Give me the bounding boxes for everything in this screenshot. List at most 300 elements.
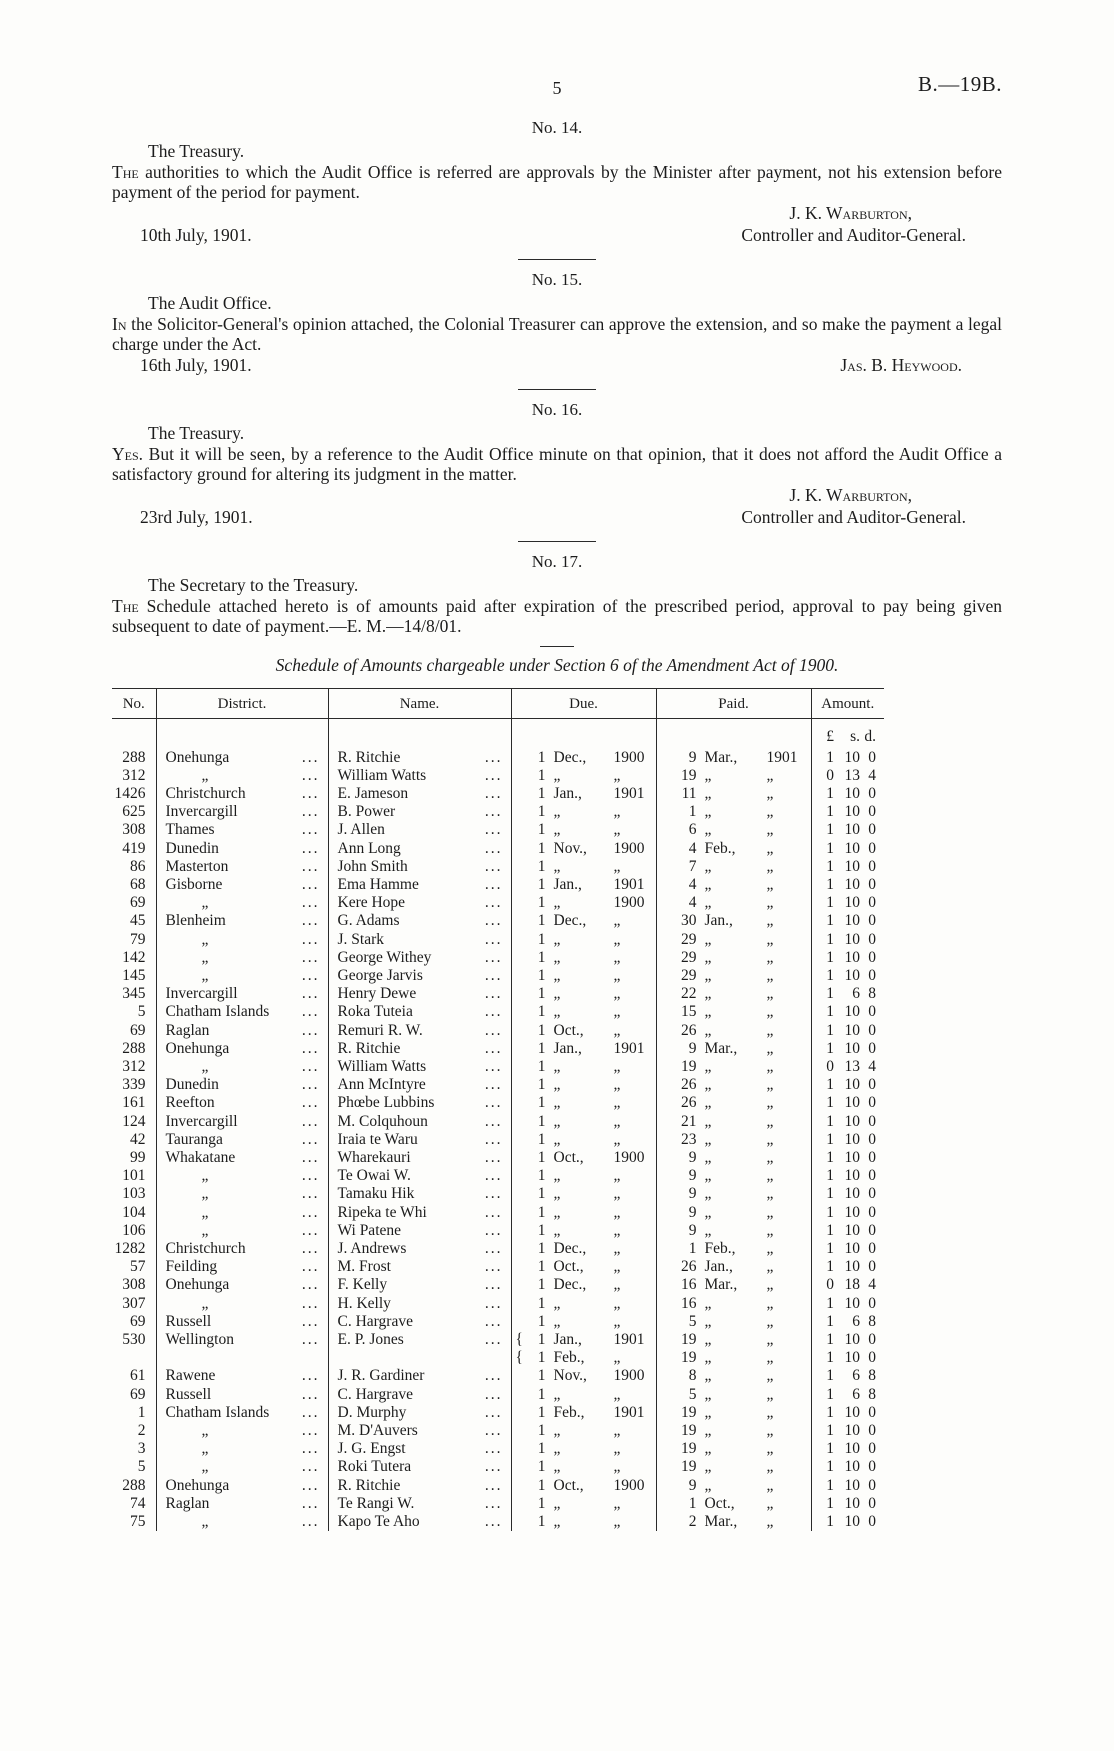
cell-paid: 16 Mar., „ [656, 1276, 811, 1294]
leader-dots: ... [301, 930, 320, 948]
memo-date: 10th July, 1901. [140, 225, 252, 245]
cell-due: 1 „ „ [511, 1513, 656, 1531]
leader-dots: ... [301, 894, 320, 912]
memo-body-text: But it will be seen, by a reference to the Audit Office minute on that opinion, that it does not afford the Audit Office a satisfactory ground for altering its judgment in the matter. [112, 444, 1003, 484]
cell-due: 1 Oct., „ [511, 1022, 656, 1040]
cell-paid: 19 „ „ [656, 1422, 811, 1440]
memo-date: 16th July, 1901. [140, 355, 252, 375]
cell-amount: 1 10 0 [811, 1204, 884, 1222]
cell-district: Russell ... [156, 1313, 328, 1331]
leader-dots: ... [301, 1385, 320, 1403]
cell-no: 106 [122, 1221, 146, 1239]
table-row [112, 1477, 884, 1495]
memo-lead-word: The [112, 162, 139, 182]
cell-amount: 1 10 0 [811, 967, 884, 985]
table-row [112, 1149, 884, 1167]
page-number: 5 [552, 78, 562, 98]
cell-name: Ann Long ... [328, 840, 511, 858]
cell-no: 308 [122, 1276, 146, 1294]
leader-dots: ... [484, 803, 503, 821]
cell-due: 1 „ „ [511, 1422, 656, 1440]
cell-no: 288 [122, 1039, 146, 1057]
cell-due: 1 „ „ [511, 931, 656, 949]
cell-no: 419 [122, 839, 146, 857]
cell-due: 1 „ „ [511, 1094, 656, 1112]
cell-due: 1 „ „ [511, 949, 656, 967]
table-row [112, 1040, 884, 1058]
cell-name: Wi Patene ... [328, 1222, 511, 1240]
cell-no [112, 1349, 156, 1367]
memo-body-text: the Solicitor-General's opinion attached, the Colonial Treasurer can approve the extension, and so make the payment a legal charge under the Act. [112, 314, 1002, 354]
leader-dots: ... [301, 1494, 320, 1512]
cell-district: „ ... [156, 931, 328, 949]
table-row [112, 1022, 884, 1040]
cell-paid: 9 „ „ [656, 1149, 811, 1167]
leader-dots: ... [301, 1294, 320, 1312]
table-row [112, 1331, 884, 1349]
cell-amount: 1 10 0 [811, 1222, 884, 1240]
section-divider [518, 541, 596, 542]
cell-district: Onehunga ... [156, 1477, 328, 1495]
cell-paid: 4 „ „ [656, 876, 811, 894]
cell-district: Gisborne ... [156, 876, 328, 894]
cell-no: 69 [130, 1385, 146, 1403]
cell-name: J. Andrews ... [328, 1240, 511, 1258]
leader-dots: ... [484, 1367, 503, 1385]
table-row [112, 1458, 884, 1476]
leader-dots: ... [484, 1057, 503, 1075]
header-row [112, 689, 884, 719]
cell-amount: 1 10 0 [811, 1022, 884, 1040]
leader-dots: ... [301, 1476, 320, 1494]
cell-no: 345 [122, 985, 146, 1003]
cell-amount: 1 6 8 [811, 1313, 884, 1331]
cell-district: „ ... [156, 949, 328, 967]
leader-dots: ... [301, 1367, 320, 1385]
cell-district: Onehunga ... [156, 1276, 328, 1294]
table-row [112, 858, 884, 876]
leader-dots: ... [301, 948, 320, 966]
table-row [112, 1404, 884, 1422]
cell-name: Remuri R. W. ... [328, 1022, 511, 1040]
cell-paid: 9 „ „ [656, 1185, 811, 1203]
cell-due: 1 Oct., 1900 [511, 1477, 656, 1495]
leader-dots: ... [301, 766, 320, 784]
cell-no: 312 [122, 766, 146, 784]
cell-no: 2 [137, 1422, 146, 1440]
col-header-name: Name. [328, 689, 511, 719]
cell-amount: 1 10 0 [811, 949, 884, 967]
leader-dots: ... [301, 1276, 320, 1294]
leader-dots: ... [484, 875, 503, 893]
cell-paid: 15 „ „ [656, 1003, 811, 1021]
cell-paid: 4 „ „ [656, 894, 811, 912]
cell-amount: 1 10 0 [811, 1258, 884, 1276]
cell-no: 145 [122, 966, 146, 984]
cell-amount: 1 10 0 [811, 1094, 884, 1112]
cell-due: 1 „ „ [511, 1495, 656, 1513]
cell-due: 1 Oct., 1900 [511, 1149, 656, 1167]
cell-due: 1 Nov., 1900 [511, 1367, 656, 1385]
signature-title: Controller and Auditor-General. [741, 507, 966, 527]
cell-district: Christchurch ... [156, 785, 328, 803]
leader-dots: ... [484, 1221, 503, 1239]
cell-paid: 26 „ „ [656, 1076, 811, 1094]
leader-dots: ... [301, 1331, 320, 1348]
cell-paid: 8 „ „ [656, 1367, 811, 1385]
brace-mark: { [515, 1331, 523, 1348]
leader-dots: ... [301, 1039, 320, 1057]
cell-no: 5 [137, 1003, 146, 1021]
cell-district: „ ... [156, 1058, 328, 1076]
memo-heading: No. 17. [531, 552, 583, 571]
cell-amount: 1 10 0 [811, 1076, 884, 1094]
cell-paid: 26 Jan., „ [656, 1258, 811, 1276]
leader-dots: ... [484, 1440, 503, 1458]
cell-paid: 1 Feb., „ [656, 1240, 811, 1258]
cell-no: 79 [130, 930, 146, 948]
leader-dots: ... [484, 821, 503, 839]
cell-name: Kapo Te Aho ... [328, 1513, 511, 1531]
leader-dots: ... [484, 839, 503, 857]
leader-dots: ... [301, 1148, 320, 1166]
leader-dots: ... [301, 1021, 320, 1039]
table-row [112, 1440, 884, 1458]
table-row [112, 1113, 884, 1131]
leader-dots: ... [484, 1294, 503, 1312]
cell-amount: 1 10 0 [811, 749, 884, 767]
cell-name: Roka Tuteia ... [328, 1003, 511, 1021]
leader-dots: ... [301, 1458, 320, 1476]
table-row [112, 1222, 884, 1240]
cell-no: 1426 [114, 784, 146, 802]
cell-no: 288 [122, 748, 146, 766]
leader-dots: ... [301, 1057, 320, 1075]
leader-dots: ... [484, 1513, 503, 1531]
currency-units: £ s. d. [811, 719, 884, 749]
table-row [112, 1076, 884, 1094]
cell-district: „ ... [156, 1295, 328, 1313]
leader-dots: ... [484, 1403, 503, 1421]
cell-amount: 1 10 0 [811, 1404, 884, 1422]
leader-dots: ... [484, 1458, 503, 1476]
cell-amount: 1 10 0 [811, 876, 884, 894]
cell-paid: 9 „ „ [656, 1477, 811, 1495]
cell-paid: 5 „ „ [656, 1386, 811, 1404]
leader-dots: ... [484, 1276, 503, 1294]
cell-district: Chatham Islands ... [156, 1003, 328, 1021]
cell-due: 1 Dec., „ [511, 1276, 656, 1294]
leader-dots: ... [301, 1167, 320, 1185]
leader-dots: ... [301, 1403, 320, 1421]
table-row [112, 1495, 884, 1513]
signature-name: J. K. Warburton, [789, 203, 912, 223]
cell-due: 1 „ „ [511, 1295, 656, 1313]
cell-name: Ripeka te Whi ... [328, 1204, 511, 1222]
cell-no: 530 [122, 1331, 146, 1348]
cell-due: 1 „ „ [511, 967, 656, 985]
cell-amount: 1 6 8 [811, 1367, 884, 1385]
cell-due: 1 „ „ [511, 1076, 656, 1094]
cell-no: 124 [122, 1112, 146, 1130]
memo-addressee: The Treasury. [148, 141, 245, 161]
memo-body [112, 315, 1002, 354]
table-row [112, 785, 884, 803]
signature-title: Controller and Auditor-General. [741, 225, 966, 245]
cell-district: Raglan ... [156, 1495, 328, 1513]
cell-due: 1 Dec., 1900 [511, 749, 656, 767]
cell-district: Onehunga ... [156, 749, 328, 767]
cell-no: 57 [130, 1258, 146, 1276]
cell-due: 1 „ „ [511, 821, 656, 839]
leader-dots: ... [484, 894, 503, 912]
leader-dots: ... [301, 1513, 320, 1531]
cell-name: M. Colquhoun ... [328, 1113, 511, 1131]
cell-due: 1 „ „ [511, 1003, 656, 1021]
memo-14 [112, 118, 1002, 246]
leader-dots: ... [484, 948, 503, 966]
cell-paid: 1 „ „ [656, 803, 811, 821]
cell-due: { 1 Feb., „ [511, 1349, 656, 1367]
cell-name: Ann McIntyre ... [328, 1076, 511, 1094]
cell-name: Te Owai W. ... [328, 1167, 511, 1185]
leader-dots: ... [301, 1258, 320, 1276]
cell-district: „ ... [156, 1440, 328, 1458]
table-row [112, 967, 884, 985]
cell-no: 103 [122, 1185, 146, 1203]
cell-no: 86 [130, 857, 146, 875]
col-header-paid: Paid. [656, 689, 811, 719]
memo-body-text: Schedule attached hereto is of amounts paid after expiration of the prescribed period, approval to pay being given subsequent to date of payment.—E. M.—14/8/01. [112, 596, 1002, 636]
cell-name: F. Kelly ... [328, 1276, 511, 1294]
col-header-due: Due. [511, 689, 656, 719]
cell-name: William Watts ... [328, 1058, 511, 1076]
cell-paid: 26 „ „ [656, 1094, 811, 1112]
cell-paid: 26 „ „ [656, 1022, 811, 1040]
leader-dots: ... [484, 985, 503, 1003]
cell-due: 1 Dec., „ [511, 912, 656, 930]
cell-amount: 1 10 0 [811, 821, 884, 839]
leader-dots: ... [301, 1221, 320, 1239]
memo-body [112, 163, 1002, 202]
table-row [112, 931, 884, 949]
cell-district: „ ... [156, 1422, 328, 1440]
cell-name: Henry Dewe ... [328, 985, 511, 1003]
leader-dots: ... [484, 784, 503, 802]
cell-due: { 1 Jan., 1901 [511, 1331, 656, 1349]
table-row [112, 1258, 884, 1276]
memo-15 [112, 270, 1002, 376]
cell-name: Iraia te Waru ... [328, 1131, 511, 1149]
cell-due: 1 Nov., 1900 [511, 840, 656, 858]
cell-district: Dunedin ... [156, 1076, 328, 1094]
cell-due: 1 „ „ [511, 985, 656, 1003]
memo-date: 23rd July, 1901. [140, 507, 253, 527]
cell-no: 42 [130, 1130, 146, 1148]
col-header-district: District. [156, 689, 328, 719]
cell-due: 1 „ „ [511, 1113, 656, 1131]
cell-no: 1282 [114, 1239, 146, 1257]
cell-due: 1 „ „ [511, 1167, 656, 1185]
cell-amount: 1 10 0 [811, 858, 884, 876]
cell-district [156, 1349, 328, 1367]
cell-no: 69 [130, 1312, 146, 1330]
cell-amount: 1 10 0 [811, 1477, 884, 1495]
cell-no: 142 [122, 948, 146, 966]
cell-due: 1 „ „ [511, 767, 656, 785]
cell-due: 1 „ „ [511, 1058, 656, 1076]
schedule-table [112, 688, 884, 1531]
cell-paid: 29 „ „ [656, 967, 811, 985]
leader-dots: ... [301, 985, 320, 1003]
col-header-amount: Amount. [811, 689, 884, 719]
cell-due: 1 „ „ [511, 1204, 656, 1222]
cell-amount: 1 10 0 [811, 931, 884, 949]
cell-amount: 1 10 0 [811, 1295, 884, 1313]
cell-no: 101 [122, 1167, 146, 1185]
cell-district: „ ... [156, 894, 328, 912]
leader-dots: ... [301, 1003, 320, 1021]
leader-dots: ... [484, 1203, 503, 1221]
cell-due: 1 „ „ [511, 803, 656, 821]
leader-dots: ... [484, 1039, 503, 1057]
cell-paid: 19 „ „ [656, 767, 811, 785]
section-divider [540, 646, 574, 647]
leader-dots: ... [484, 766, 503, 784]
cell-paid: 16 „ „ [656, 1295, 811, 1313]
brace-mark: { [515, 1349, 523, 1367]
cell-amount: 1 10 0 [811, 1113, 884, 1131]
cell-district: Reefton ... [156, 1094, 328, 1112]
cell-paid: 9 Mar., „ [656, 1040, 811, 1058]
cell-due: 1 „ 1900 [511, 894, 656, 912]
cell-paid: 21 „ „ [656, 1113, 811, 1131]
leader-dots: ... [484, 1385, 503, 1403]
cell-paid: 19 „ „ [656, 1458, 811, 1476]
cell-no: 5 [137, 1458, 146, 1476]
cell-due: 1 Dec., „ [511, 1240, 656, 1258]
signature-row [112, 225, 1002, 246]
cell-district: Christchurch ... [156, 1240, 328, 1258]
memo-addressee: The Audit Office. [148, 293, 272, 313]
cell-due: 1 Jan., 1901 [511, 785, 656, 803]
memo-17 [112, 552, 1002, 636]
cell-no: 625 [122, 803, 146, 821]
cell-due: 1 „ „ [511, 858, 656, 876]
cell-district: Chatham Islands ... [156, 1404, 328, 1422]
cell-name [328, 1349, 511, 1367]
cell-paid: 9 Mar., 1901 [656, 749, 811, 767]
table-row [112, 1367, 884, 1385]
cell-due: 1 „ „ [511, 1386, 656, 1404]
cell-name: E. P. Jones ... [328, 1331, 511, 1349]
cell-district: Feilding ... [156, 1258, 328, 1276]
cell-paid: 1 Oct., „ [656, 1495, 811, 1513]
cell-amount: 1 10 0 [811, 785, 884, 803]
cell-due: 1 „ „ [511, 1458, 656, 1476]
memo-body-text: authorities to which the Audit Office is referred are approvals by the Minister after payment, not his extension before payment of the period for payment. [112, 162, 1002, 202]
leader-dots: ... [301, 857, 320, 875]
leader-dots: ... [484, 1185, 503, 1203]
cell-amount: 1 10 0 [811, 1185, 884, 1203]
cell-name: J. Allen ... [328, 821, 511, 839]
memo-body [112, 445, 1002, 484]
cell-paid: 19 „ „ [656, 1058, 811, 1076]
table-row [112, 749, 884, 767]
cell-name: E. Jameson ... [328, 785, 511, 803]
cell-no: 339 [122, 1076, 146, 1094]
memo-lead-word: Yes. [112, 444, 144, 464]
cell-amount: 1 10 0 [811, 1495, 884, 1513]
cell-name: Roki Tutera ... [328, 1458, 511, 1476]
cell-no: 312 [122, 1057, 146, 1075]
memo-lead-word: The [112, 596, 139, 616]
memo-addressee: The Secretary to the Treasury. [148, 575, 359, 595]
col-header-no: No. [112, 689, 156, 719]
cell-no: 1 [137, 1403, 146, 1421]
cell-due: 1 „ „ [511, 1440, 656, 1458]
cell-amount: 1 10 0 [811, 894, 884, 912]
cell-due: 1 Jan., 1901 [511, 1040, 656, 1058]
cell-no: 74 [130, 1494, 146, 1512]
cell-district: Masterton ... [156, 858, 328, 876]
cell-district: Wellington ... [156, 1331, 328, 1349]
leader-dots: ... [301, 1185, 320, 1203]
cell-name: John Smith ... [328, 858, 511, 876]
table-row [112, 1386, 884, 1404]
cell-no: 45 [130, 912, 146, 930]
leader-dots: ... [301, 1094, 320, 1112]
table-row [112, 1313, 884, 1331]
leader-dots: ... [484, 1239, 503, 1257]
table-row [112, 894, 884, 912]
cell-paid: 23 „ „ [656, 1131, 811, 1149]
cell-amount: 1 10 0 [811, 1331, 884, 1349]
table-row [112, 876, 884, 894]
cell-paid: 30 Jan., „ [656, 912, 811, 930]
cell-due: 1 „ „ [511, 1313, 656, 1331]
cell-name: M. D'Auvers ... [328, 1422, 511, 1440]
cell-name: William Watts ... [328, 767, 511, 785]
table-row [112, 1185, 884, 1203]
cell-amount: 1 10 0 [811, 912, 884, 930]
leader-dots: ... [301, 748, 320, 766]
cell-paid: 19 „ „ [656, 1404, 811, 1422]
memo-addressee: The Treasury. [148, 423, 245, 443]
leader-dots: ... [484, 1076, 503, 1094]
cell-paid: 29 „ „ [656, 949, 811, 967]
cell-no: 307 [122, 1294, 146, 1312]
cell-name: D. Murphy ... [328, 1404, 511, 1422]
schedule-table-head [112, 689, 884, 719]
leader-dots: ... [301, 1112, 320, 1130]
cell-amount: 1 10 0 [811, 1422, 884, 1440]
cell-amount: 1 10 0 [811, 1440, 884, 1458]
cell-due: 1 „ „ [511, 1222, 656, 1240]
leader-dots: ... [301, 875, 320, 893]
cell-amount: 1 10 0 [811, 1458, 884, 1476]
cell-amount: 0 13 4 [811, 767, 884, 785]
memo-16 [112, 400, 1002, 528]
cell-amount: 1 6 8 [811, 1386, 884, 1404]
cell-name: R. Ritchie ... [328, 749, 511, 767]
cell-amount: 1 10 0 [811, 1513, 884, 1531]
cell-district: Russell ... [156, 1386, 328, 1404]
cell-amount: 1 10 0 [811, 840, 884, 858]
cell-name: M. Frost ... [328, 1258, 511, 1276]
leader-dots: ... [301, 912, 320, 930]
table-row [112, 1276, 884, 1294]
